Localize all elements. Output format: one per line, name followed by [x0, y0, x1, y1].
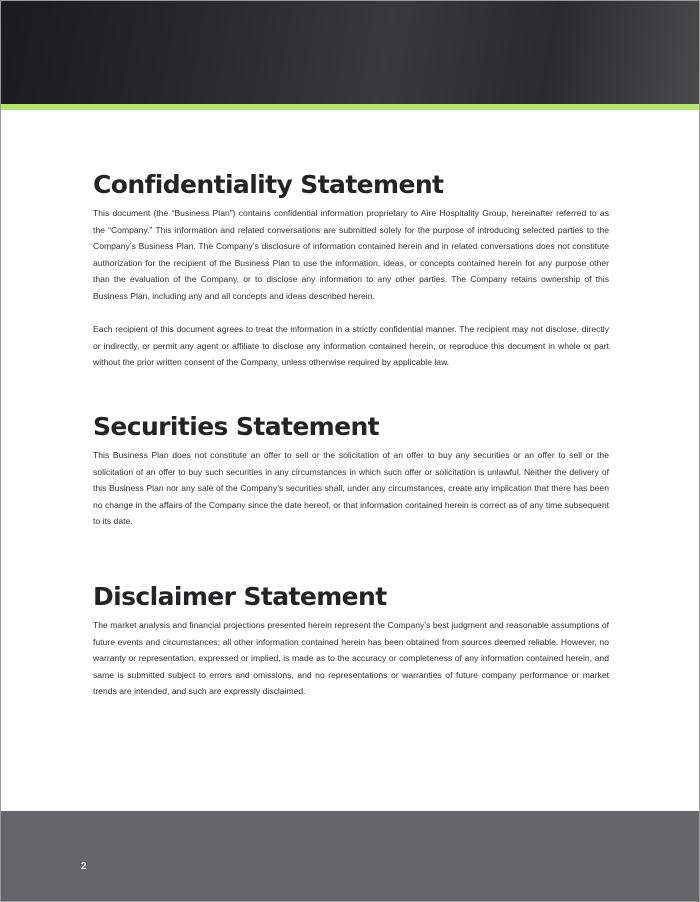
- footer-band: [1, 811, 699, 901]
- securities-section: [93, 412, 609, 530]
- header-banner: [1, 1, 699, 104]
- securities-heading: Securities Statement: [93, 412, 380, 441]
- securities-body: [93, 447, 609, 530]
- confidentiality-paragraph-2: Each recipient of this document agrees to treat the information in a strictly confidential manner. The recipient may not disclose, directly or indirectly, or permit any agent or affiliate to disclose any information contained herein, or reproduce this document in whole or part without the prior written consent of the Company, unless otherwise required by applicable law.: [93, 324, 609, 368]
- confidentiality-paragraph-1: This document (the “Business Plan”) contains confidential information proprietary to Aire Hospitality Group, hereinafter referred to as the “Company.” This information and related conversations are submitted solely for the purpose of introducing selected parties to the Company’s Business Plan. The Company’s disclosure of information contained herein and in related conversations does not constitute authorization for the recipient of the Business Plan to use the information, ideas, or concepts contained herein for any purpose other than the evaluation of the Company, or to disclose any information to any other parties. The Company retains ownership of this Business Plan, including any and all concepts and ideas described herein.: [93, 208, 609, 301]
- confidentiality-section: [93, 170, 609, 371]
- disclaimer-heading: Disclaimer Statement: [93, 582, 387, 611]
- confidentiality-body: [93, 205, 609, 371]
- page-number: 2: [81, 861, 87, 872]
- disclaimer-paragraph-1: The market analysis and financial projections presented herein represent the Company’s best judgment and reasonable assumptions of future events and circumstances; all other information contained herein has been obtained from sources deemed reliable. However, no warranty or representation, expressed or implied, is made as to the accuracy or completeness of any information contained herein, and same is submitted subject to errors and omissions, and no representations or warranties of future company performance or market trends are intended, and such are expressly disclaimed.: [93, 620, 609, 697]
- disclaimer-body: [93, 617, 609, 700]
- securities-paragraph-1: This Business Plan does not constitute an offer to sell or the solicitation of an offer to buy any securities or an offer to sell or the solicitation of an offer to buy such securities in any circumstances in which such offer or solicitation is unlawful. Neither the delivery of this Business Plan nor any sale of the Company’s securities shall, under any circumstances, create any implication that there has been no change in the affairs of the Company since the date hereof, or that information contained herein is correct as of any time subsequent to its date.: [93, 450, 609, 527]
- confidentiality-heading: Confidentiality Statement: [93, 170, 444, 199]
- disclaimer-section: [93, 582, 609, 700]
- header-accent-stripe: [1, 104, 699, 110]
